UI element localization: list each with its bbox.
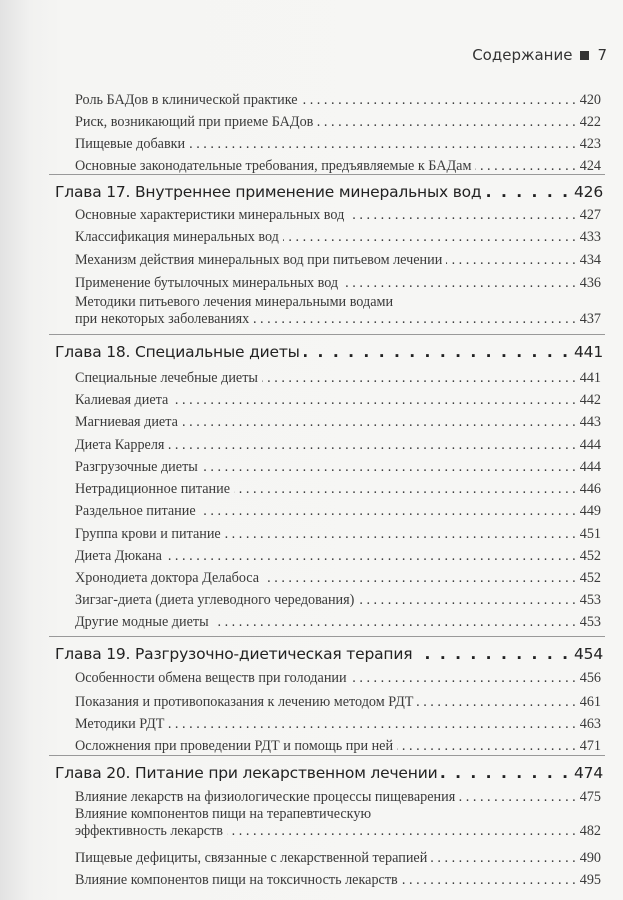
dot-leader [227,826,576,840]
toc-entry-title: Основные характеристики минеральных вод [75,207,345,223]
toc-entry-title: Влияние лекарств на физиологические процессы пищеварения [75,789,456,805]
toc-entry-page: 453 [579,592,601,608]
toc-chapter-page: 426 [574,183,603,201]
toc-entry-title: Другие модные диеты [75,614,209,630]
dot-leader [358,595,575,609]
toc-entry-page: 437 [579,311,601,327]
toc-entry[interactable] [75,252,601,269]
dot-leader [166,551,576,565]
toc-entry-page: 446 [579,481,601,497]
dot-leader [475,161,575,175]
dot-leader [182,417,576,431]
toc-entry-page: 422 [579,114,601,130]
toc-entry-page: 444 [579,437,601,453]
dot-leader [200,506,576,520]
dot-leader [317,117,575,131]
dot-leader [234,484,576,498]
toc-entry-page: 461 [579,694,601,710]
toc-entry[interactable] [75,158,601,175]
toc-entry-page: 441 [579,370,601,386]
toc-entry-title: Методики питьевого лечения минеральными водами [75,294,394,310]
toc-entry[interactable] [75,526,601,543]
toc-entry-title: Показания и противопоказания к лечению методом РДТ [75,694,414,710]
toc-entry[interactable] [75,694,601,711]
dot-leader [431,853,575,867]
toc-entry[interactable] [75,92,601,109]
toc-entry[interactable] [75,414,601,431]
toc-entry[interactable] [75,738,601,755]
toc-entry-title: Специальные лечебные диеты [75,370,258,386]
toc-entry-title-continued: эффективность лекарств [75,823,223,839]
toc-entry[interactable] [75,614,601,631]
dot-leader [351,673,576,687]
running-header [472,46,607,64]
toc-chapter[interactable] [55,183,603,201]
toc-entry-title: Влияние компонентов пищи на токсичность лекарств [75,872,398,888]
toc-entry-page: 423 [579,136,601,152]
toc-entry-page: 424 [579,158,601,174]
toc-chapter-page: 441 [574,343,603,361]
toc-entry-page: 495 [579,872,601,888]
toc-entry[interactable] [75,370,601,387]
toc-entry[interactable] [75,570,601,587]
dot-leader [304,346,570,362]
toc-entry-title: Хронодиета доктора Делабоса [75,570,260,586]
toc-entry[interactable] [75,114,601,131]
dot-leader [168,440,575,454]
toc-entry-title: Риск, возникающий при приеме БАДов [75,114,314,130]
dot-leader [302,95,576,109]
toc-entry-title: Применение бутылочных минеральных вод [75,275,339,291]
dot-leader [283,232,576,246]
dot-leader [172,395,575,409]
toc-entry[interactable] [75,872,601,889]
toc-entry-title: Влияние компонентов пищи на терапевтическую [75,806,372,822]
toc-entry-title: Роль БАДов в клинической практике [75,92,298,108]
toc-entry-page: 452 [579,570,601,586]
toc-entry-page: 433 [579,229,601,245]
toc-entry[interactable] [75,670,601,687]
toc-entry-title: Диета Карреля [75,437,165,453]
square-bullet-icon [580,51,589,60]
toc-entry-title: Методики РДТ [75,716,165,732]
toc-chapter-page: 454 [574,645,603,663]
toc-entry-page: 436 [579,275,601,291]
toc-entry-title: Нетрадиционное питание [75,481,231,497]
toc-chapter[interactable] [55,764,603,782]
toc-entry-page: 451 [579,526,601,542]
toc-entry-page: 490 [579,850,601,866]
toc-entry-page: 434 [579,252,601,268]
toc-entry[interactable] [75,275,601,292]
toc-entry[interactable] [75,136,601,153]
toc-chapter-title: Глава 17. Внутреннее применение минеральных вод [55,183,482,201]
toc-entry[interactable] [75,806,601,840]
dot-leader [253,314,576,328]
toc-entry-page: 475 [579,789,601,805]
dot-leader [225,529,576,543]
toc-entry-page: 452 [579,548,601,564]
toc-entry-page: 463 [579,716,601,732]
toc-entry-page: 453 [579,614,601,630]
toc-entry[interactable] [75,294,601,328]
toc-entry-title: Осложнения при проведении РДТ и помощь при ней [75,738,394,754]
toc-entry-page: 443 [579,414,601,430]
dot-leader [202,462,576,476]
toc-entry-title: Механизм действия минеральных вод при питьевом лечении [75,252,443,268]
dot-leader [402,875,576,889]
toc-entry-page: 442 [579,392,601,408]
toc-entry-title: Диета Дюкана [75,548,162,564]
toc-entry[interactable] [75,481,601,498]
toc-entry-page: 449 [579,503,601,519]
toc-entry[interactable] [75,229,601,246]
toc-entry[interactable] [75,548,601,565]
toc-entry-title: Раздельное питание [75,503,196,519]
toc-chapter-page: 474 [574,764,603,782]
toc-entry-title: Зигзаг-диета (диета углеводного чередования) [75,592,355,608]
toc-entry[interactable] [75,392,601,409]
running-header-section: Содержание [472,46,573,64]
toc-entry-title: Разгрузочные диеты [75,459,198,475]
toc-entry-title: Особенности обмена веществ при голодании [75,670,347,686]
toc-entry-title: Пищевые дефициты, связанные с лекарственной терапией [75,850,428,866]
toc-chapter-title: Глава 18. Специальные диеты [55,343,300,361]
toc-entry-page: 444 [579,459,601,475]
dot-leader [397,741,576,755]
dot-leader [263,573,576,587]
toc-entry-title: Калиевая диета [75,392,169,408]
toc-entry-title: Группа крови и питание [75,526,221,542]
dot-leader [342,278,576,292]
toc-entry-page: 420 [579,92,601,108]
toc-entry[interactable] [75,716,601,733]
toc-entry-page: 456 [579,670,601,686]
running-header-page-number: 7 [597,46,607,64]
toc-entry[interactable] [75,503,601,520]
toc-entry[interactable] [75,850,601,867]
dot-leader [189,139,576,153]
dot-leader [417,697,575,711]
dot-leader [168,719,575,733]
toc-chapter[interactable] [55,645,603,663]
toc-entry[interactable] [75,789,601,806]
toc-entry[interactable] [75,207,601,224]
dot-leader [348,210,575,224]
toc-entry-title: Магниевая диета [75,414,178,430]
toc-entry-title: Основные законодательные требования, предъявляемые к БАДам [75,158,472,174]
dot-leader [485,186,570,202]
dot-leader [446,255,575,269]
toc-chapter-title: Глава 20. Питание при лекарственном лечении [55,764,438,782]
toc-chapter-title: Глава 19. Разгрузочно-диетическая терапия [55,645,413,663]
toc-entry-title: Классификация минеральных вод [75,229,279,245]
toc-entry-page: 482 [579,823,601,839]
toc-entry-title: Пищевые добавки [75,136,186,152]
toc-entry[interactable] [75,459,601,476]
toc-entry[interactable] [75,592,601,609]
dot-leader [213,617,576,631]
toc-entry-title-continued: при некоторых заболеваниях [75,311,250,327]
toc-entry-page: 471 [579,738,601,754]
dot-leader [459,792,576,806]
toc-entry[interactable] [75,437,601,454]
dot-leader [416,648,570,664]
dot-leader [262,373,576,387]
toc-entry-page: 427 [579,207,601,223]
dot-leader [441,767,570,783]
toc-chapter[interactable] [55,343,603,361]
